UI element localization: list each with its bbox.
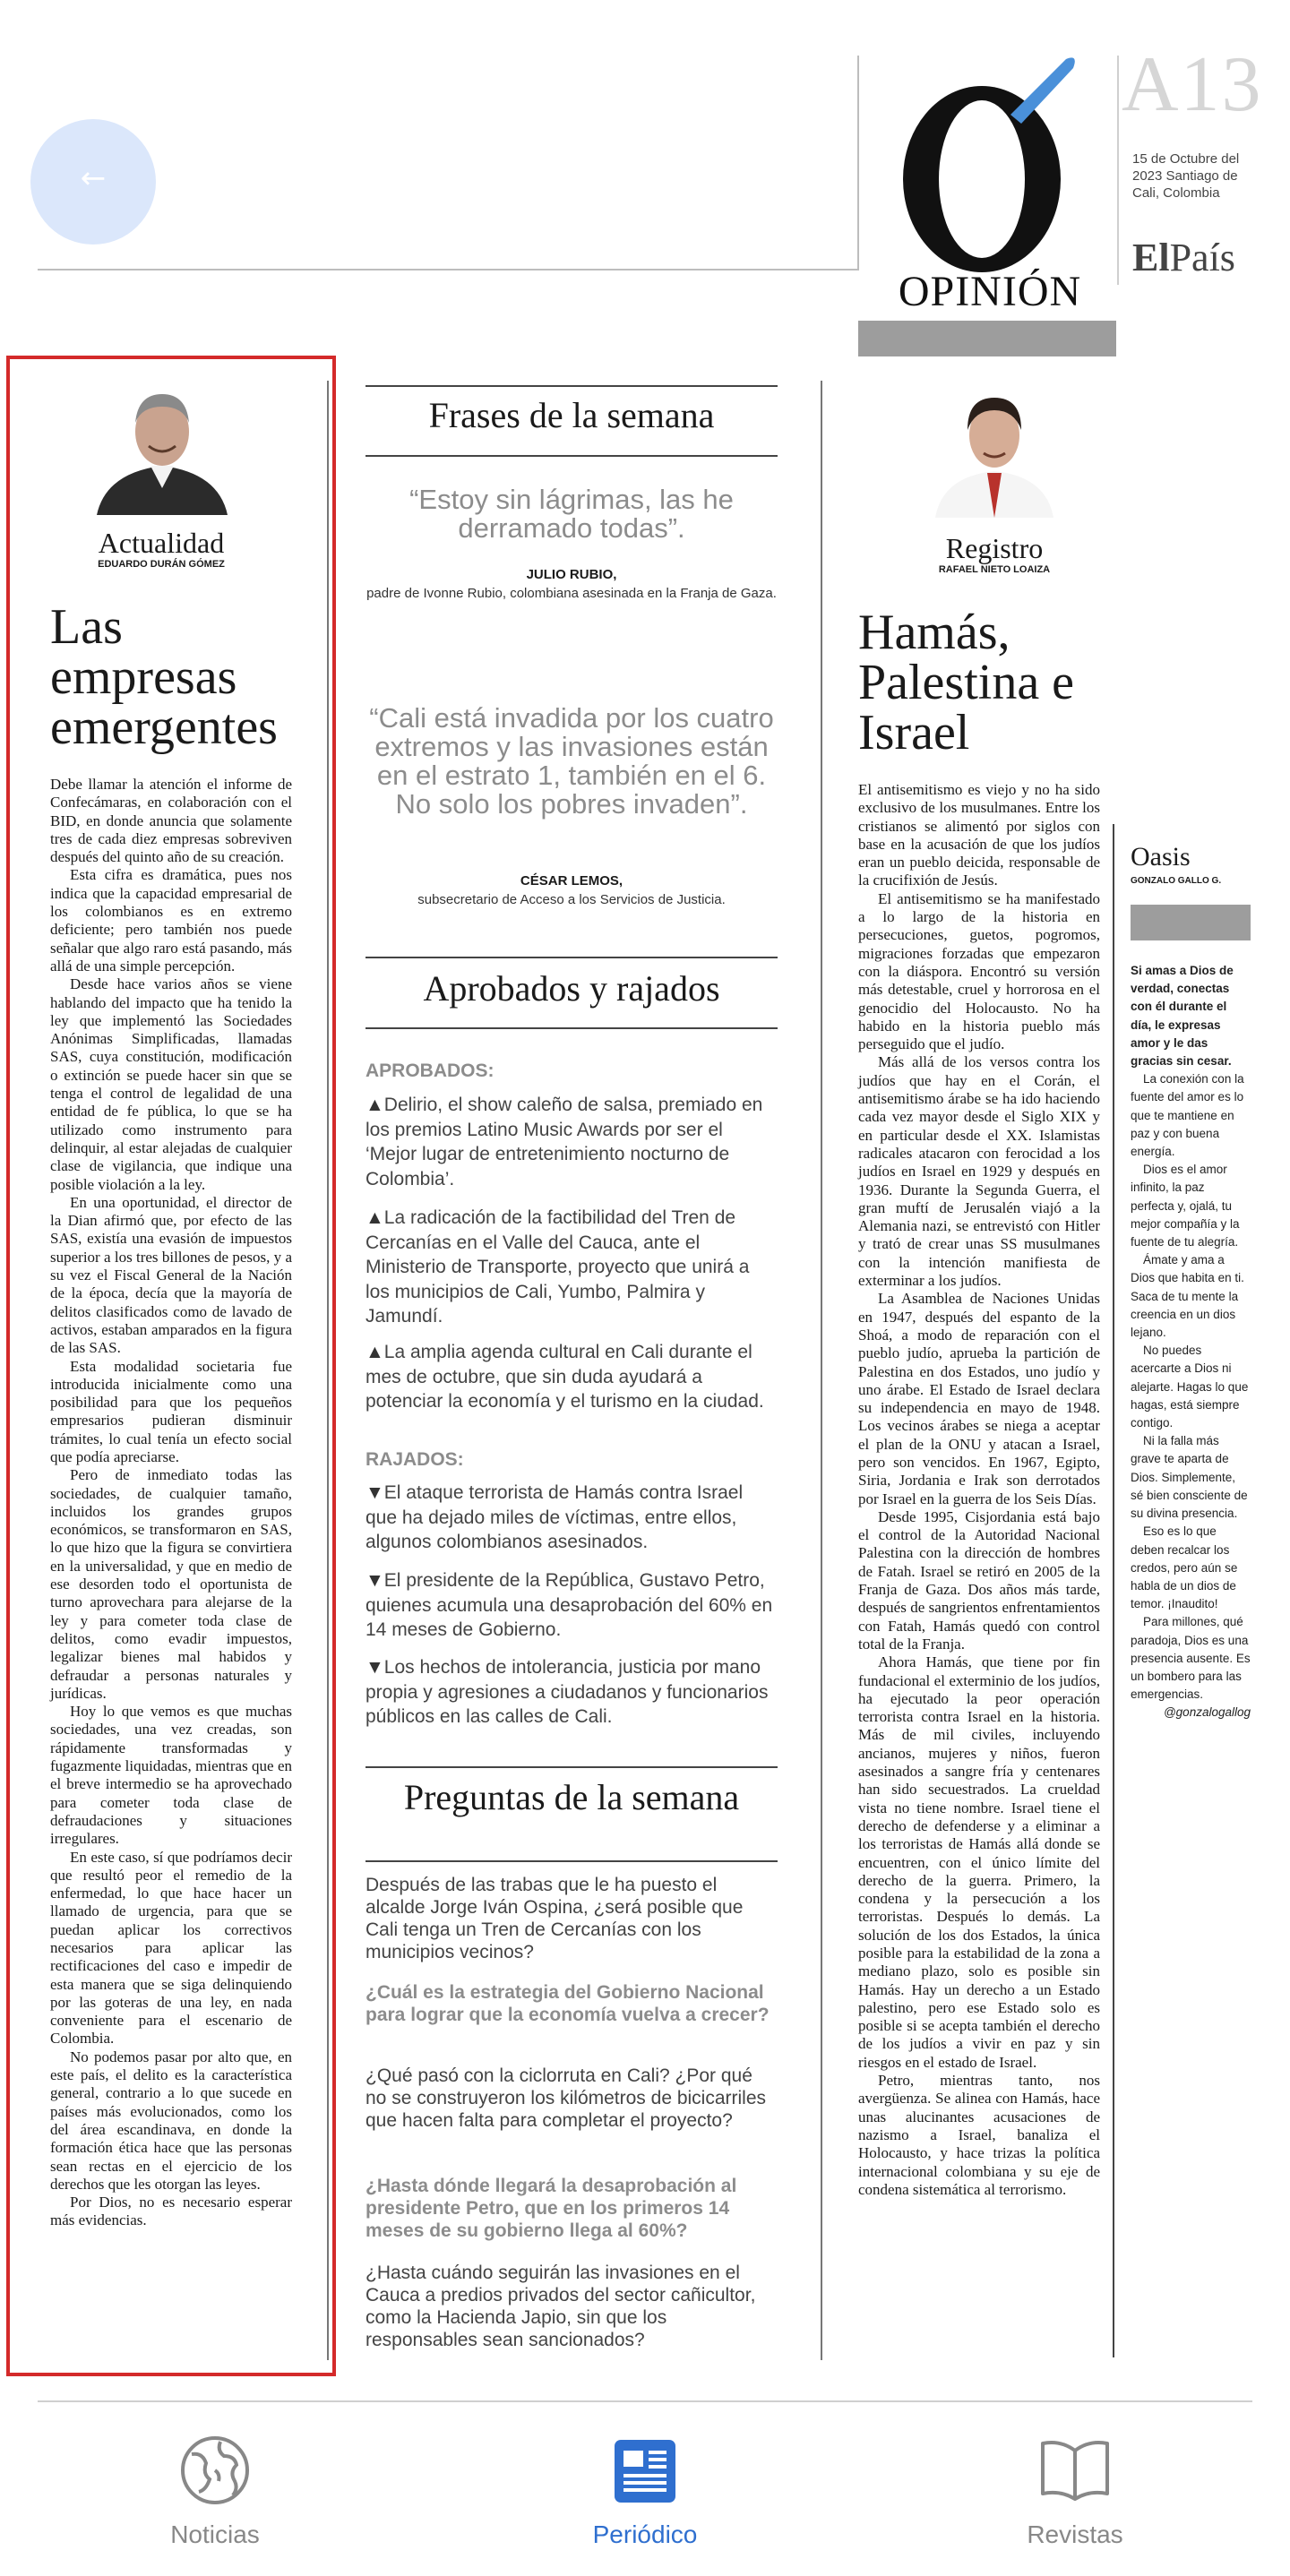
quote-role: subsecretario de Acceso a los Servicios de Justicia. <box>417 892 726 907</box>
quote-text: “Estoy sin lágrimas, las he derramado todas”. <box>409 484 734 544</box>
paragraph: El antisemitismo es viejo y no ha sido exclusivo de los musulmanes. Entre los cristianos se alimentó por siglos con base en la acusación de que los judíos eran un pueblo deicida, responsable de la crucifixión de Jesús. <box>858 781 1100 889</box>
section-rule <box>366 1860 778 1862</box>
author-portrait <box>97 376 228 515</box>
header-vertical-divider <box>857 56 859 270</box>
paragraph: Por Dios, no es necesario esperar más evidencias. <box>50 2194 292 2229</box>
pregunta-item: ¿Hasta cuándo seguirán las invasiones en el Cauca a predios privados del sector cañicultor, como la Hacienda Japio, sin que los responsables sean sancionados? <box>366 2263 756 2350</box>
triangle-up-icon: ▲ <box>366 1095 384 1115</box>
column-name: Registro <box>945 532 1044 564</box>
author-name: GONZALO GALLO G. <box>1131 876 1222 886</box>
column-divider <box>1113 824 1114 2357</box>
paragraph: Petro, mientras tanto, nos avergüenza. Se alinea con Hamás, hace unas alucinantes acusaciones de nazismo a Israel, banaliza el Holocausto, y hace trizas la política internacional colombiana y su eje de condena sistemática al terrorismo. <box>858 2072 1100 2198</box>
section-name: OPINIÓN <box>898 268 1082 315</box>
aprobado-item <box>366 1340 778 1414</box>
paragraph: La conexión con la fuente del amor es lo que te mantiene en paz y con buena energía. <box>1131 1072 1244 1159</box>
paragraph: Ni la falla más grave te aparta de Dios. Simplemente, sé bien consciente de su divina presencia. <box>1131 1434 1248 1521</box>
item-text: Los hechos de intolerancia, justicia por mano propia y agresiones a ciudadanos y funcionarios públicos en las calles de Cali. <box>366 1657 769 1727</box>
quote-role: padre de Ivonne Rubio, colombiana asesinada en la Franja de Gaza. <box>366 586 777 601</box>
aprobados-rajados-title: Aprobados y rajados <box>423 968 720 1009</box>
author-portrait <box>935 383 1054 518</box>
paragraph: Desde hace varios años se viene hablando del impacto que ha tenido la ley que implementó las Sociedades Anónimas Simplificadas, llamadas SAS, cuya constitución, modificación o extinción se puede hacer sin que se tenga el control de legalidad de una entidad de fe pública, lo que se ha utilizado como instrumento para delinquir, al estar alejadas de cualquier clase de vigilancia, que indique una posible violación a la ley. <box>50 975 292 1193</box>
brand-prefix: El <box>1132 236 1170 279</box>
frases-title: Frases de la semana <box>428 395 715 435</box>
column-name: Actualidad <box>98 527 225 559</box>
article-title: Las empresas emergentes <box>50 599 278 755</box>
pregunta-item: ¿Qué pasó con la ciclorruta en Cali? ¿Por qué no se construyeron los kilómetros de bicicarriles que hacen falta para completar el proyecto? <box>366 2065 767 2131</box>
quote-author: JULIO RUBIO, <box>526 567 617 582</box>
paragraph: No podemos pasar por alto que, en este país, el delito es la característica general, contrario a lo que sucede en países más evolucionados, como los del área escandinava, en donde la formación ética hace que las personas sean rectas en el ejercicio de los derechos que les otorgan las leyes. <box>50 2048 292 2193</box>
paragraph: Ámate y ama a Dios que habita en ti. Saca de tu mente la creencia en un dios lejano. <box>1131 1253 1244 1340</box>
section-rule <box>366 957 778 958</box>
paragraph: No puedes acercarte a Dios ni alejarte. Hagas lo que hagas, está siempre contigo. <box>1131 1344 1249 1430</box>
rajado-item <box>366 1655 778 1730</box>
author-name: RAFAEL NIETO LOAIZA <box>938 564 1051 575</box>
article-title: Hamás, Palestina e Israel <box>858 605 1075 760</box>
preguntas-title: Preguntas de la semana <box>403 1777 740 1817</box>
item-text: El ataque terrorista de Hamás contra Israel que ha dejado miles de víctimas, entre ellos, algunos colombianos asesinados. <box>366 1482 744 1552</box>
paragraph: Esta cifra es dramática, pues nos indica que la capacidad empresarial de los colombianos es en extremo deficiente; pero también nos puede señalar que algo raro está pasando, más allá de una simple percepción. <box>50 866 292 975</box>
triangle-up-icon: ▲ <box>366 1342 384 1362</box>
triangle-down-icon: ▼ <box>366 1657 384 1678</box>
paragraph: En una oportunidad, el director de la Dian afirmó que, por efecto de las SAS, existía una evasión de impuestos superior a los tres billones de pesos, y a su vez el Fiscal General de la Nación de la época, decía que la mayoría de delitos clasificados como de lavado de activos, estaban amparados en la figura de las SAS. <box>50 1193 292 1357</box>
pregunta-item: ¿Hasta dónde llegará la desaprobación al presidente Petro, que en los primeros 14 meses de su gobierno llega al 60%? <box>366 2176 737 2241</box>
article-body <box>50 776 292 2230</box>
paragraph: Ahora Hamás, que tiene por fin fundacional el exterminio de los judíos, ha ejecutado la peor operación terrorista contra Israel en la historia. Más de mil civiles, incluyendo ancianos, mujeres y niños, fueron asesinados a sangre fría y centenares han sido secuestrados. La crueldad vista no tiene nombre. Israel tiene el derecho de defenderse y a eliminar a los terroristas de Hamás allá donde se encuentren, con el único límite del derecho de la guerra. Primero, la condena y la persecución a los terroristas. Después lo demás. La solución de los dos Estados, la única posible para la estabilidad de la zona a mediano plazo, solo es posible sin Hamás. Hay un derecho a un Estado palestino, pero ese Estado solo es posible si se acepta también el derecho de los judíos a vivir en paz y sin riesgos en el estado de Israel. <box>858 1653 1100 2071</box>
brand-name: País <box>1169 236 1235 279</box>
paragraph: Pero de inmediato todas las sociedades, de cualquier tamaño, incluidos los grandes grupos económicos, se transformaron en SAS, lo que hizo que la figura se convirtiera en la universalidad, y que en medio de ese desorden todo el oportunista de turno aprovechara para alejarse de la ley y para cometer toda clase de delitos, como evadir impuestos, legalizar bienes mal habidos y defraudar a personas naturales y jurídicas. <box>50 1466 292 1702</box>
tab-periodico[interactable] <box>511 2434 779 2549</box>
tab-revistas[interactable] <box>941 2434 1209 2549</box>
author-name: EDUARDO DURÁN GÓMEZ <box>98 559 225 570</box>
aprobados-label: APROBADOS: <box>366 1060 494 1081</box>
tab-label: Noticias <box>170 2520 260 2548</box>
column-divider <box>327 381 329 2360</box>
column-name: Oasis <box>1131 842 1191 872</box>
tab-label: Periódico <box>592 2520 698 2548</box>
item-text: La amplia agenda cultural en Cali durante el mes de octubre, que sin duda ayudará a potenciar la economía y el turismo en la ciudad. <box>366 1342 764 1412</box>
opinion-o-logo <box>887 54 1093 278</box>
section-rule <box>366 1766 778 1768</box>
column-divider <box>821 381 822 2360</box>
open-book-icon <box>1039 2434 1111 2506</box>
item-text: La radicación de la factibilidad del Tren de Cercanías en el Valle del Cauca, ante el Ministerio de Transporte, proyecto que unirá a los municipios de Cali, Yumbo, Palmira y Jamundí. <box>366 1207 750 1327</box>
tab-noticias[interactable] <box>81 2434 349 2549</box>
back-button[interactable] <box>30 119 156 245</box>
section-rule <box>366 385 778 387</box>
section-rule <box>366 455 778 457</box>
paragraph: Para millones, qué paradoja, Dios es una presencia ausente. Es un bombero para las emergencias. <box>1131 1615 1251 1702</box>
aprobado-item <box>366 1093 778 1191</box>
quote-text: “Cali está invadida por los cuatro extremos y las invasiones están en el estrato 1, también en el 6. No solo los pobres invaden”. <box>369 702 774 820</box>
paragraph: Dios es el amor infinito, la paz perfecta y, ojalá, tu mejor compañía y la fuente de tu alegría. <box>1131 1163 1240 1249</box>
rajados-label: RAJADOS: <box>366 1449 464 1470</box>
article-body <box>858 781 1100 2199</box>
item-text: El presidente de la República, Gustavo Petro, quienes acumula una desaprobación del 60% en 14 meses de Gobierno. <box>366 1570 773 1640</box>
section-bar <box>858 321 1116 356</box>
triangle-up-icon: ▲ <box>366 1207 384 1228</box>
author-handle: @gonzalogallog <box>1163 1705 1251 1720</box>
paragraph: En este caso, sí que podríamos decir que resultó peor el remedio de la enfermedad, lo que hace hacer un llamado de urgencia, para que se puedan aplicar los correctivos necesarios para aplicar las rectificaciones del caso e impedir de esta manera que se siga delinquiendo por las goteras de una ley, en nada conveniente para el escenario de Colombia. <box>50 1848 292 2048</box>
paragraph: Debe llamar la atención el informe de Confecámaras, en colaboración con el BID, en donde anuncia que solamente tres de cada diez empresas sobreviven después del quinto año de su creación. <box>50 776 292 866</box>
lead-paragraph: Si amas a Dios de verdad, conectas con él durante el día, le expresas amor y le das gracias sin cesar. <box>1131 964 1234 1069</box>
triangle-down-icon: ▼ <box>366 1482 384 1503</box>
newspaper-icon <box>609 2434 681 2506</box>
section-rule <box>366 1027 778 1029</box>
rajado-item <box>366 1568 778 1643</box>
page-number: A13 <box>1122 41 1263 128</box>
aprobado-item <box>366 1206 778 1329</box>
brand-logo <box>1132 235 1235 280</box>
tab-label: Revistas <box>1027 2520 1123 2548</box>
pregunta-item: ¿Cuál es la estrategia del Gobierno Nacional para lograr que la economía vuelva a crecer? <box>366 1982 770 2025</box>
tab-bar-divider <box>38 2400 1252 2402</box>
article-body <box>1131 962 1251 1722</box>
quote-author: CÉSAR LEMOS, <box>520 873 624 889</box>
paragraph: Eso es lo que deben recalcar los credos, pero aún se habla de un dios de temor. ¡Inaudito! <box>1131 1524 1238 1611</box>
pregunta-item: Después de las trabas que le ha puesto el alcalde Jorge Iván Ospina, ¿será posible que Cali tenga un Tren de Cercanías con los municipios vecinos? <box>366 1875 744 1962</box>
paragraph: La Asamblea de Naciones Unidas en 1947, después del espanto de la Shoá, a modo de reparación con el pueblo judío, aprueba la partición de Palestina en dos Estados, uno judío y uno árabe. El Estado de Israel declara su independencia en mayo de 1948. Los vecinos árabes se niega a aceptar el plan de la ONU y atacan a Israel, pero son vencidos. En 1967, Egipto, Siria, Jordania e Irak son derrotados por Israel en la guerra de los Seis Días. <box>858 1290 1100 1507</box>
item-text: Delirio, el show caleño de salsa, premiado en los premios Latino Music Awards por ser el ‘Mejor lugar de entretenimiento nocturno de Colombia’. <box>366 1095 763 1189</box>
paragraph: Hoy lo que vemos es que muchas sociedades, una vez creadas, son rápidamente transformadas y fugazmente liquidadas, mientras que en el breve intermedio se ha aprovechado para cometer toda clase de defraudaciones y situaciones irregulares. <box>50 1703 292 1848</box>
paragraph: Desde 1995, Cisjordania está bajo el control de la Autoridad Nacional Palestina con la dirección de hombres de Fatah. Israel se retiró en 2005 de la Franja de Gaza. Dos años más tarde, después de sangrientos enfrentamientos con Fatah, Hamás quedó con control total de la Franja. <box>858 1507 1100 1653</box>
rajado-item <box>366 1481 778 1555</box>
arrow-left-icon: ← <box>80 160 107 196</box>
triangle-down-icon: ▼ <box>366 1570 384 1591</box>
logo-vertical-divider <box>1117 56 1119 285</box>
globe-icon <box>179 2434 251 2506</box>
paragraph: Esta modalidad societaria fue introducida inicialmente como una posibilidad para que los pequeños empresarios pudieran disminuir trámites, lo cual tenía un efecto social que podía apreciarse. <box>50 1357 292 1465</box>
column-bar <box>1131 905 1251 940</box>
paragraph: El antisemitismo se ha manifestado a lo largo de la historia en persecuciones, guetos, pogromos, migraciones forzadas que empezaron con la diáspora. Encontró su versión más detestable, cruel y horrorosa en el genocidio del Holocausto. No ha habido en la historia pueblo más perseguido que el judío. <box>858 889 1100 1053</box>
edition-date: 15 de Octubre del 2023 Santiago de Cali, Colombia <box>1132 151 1240 201</box>
header-divider <box>38 269 857 270</box>
paragraph: Más allá de los versos contra los judíos que hay en el Corán, el antisemitismo árabe se ha ido haciendo cada vez mayor desde el Siglo XIX y en particular desde el XX. Islamistas radicales atacaron con ferocidad a los judíos en Israel en 1929 y después en 1936. Durante la Segunda Guerra, el gran muftí de Jerusalén viajó a la Alemania nazi, se entrevistó con Hitler y trató de crear unas SS musulmanes con la intención manifiesta de exterminar a los judíos. <box>858 1053 1100 1290</box>
